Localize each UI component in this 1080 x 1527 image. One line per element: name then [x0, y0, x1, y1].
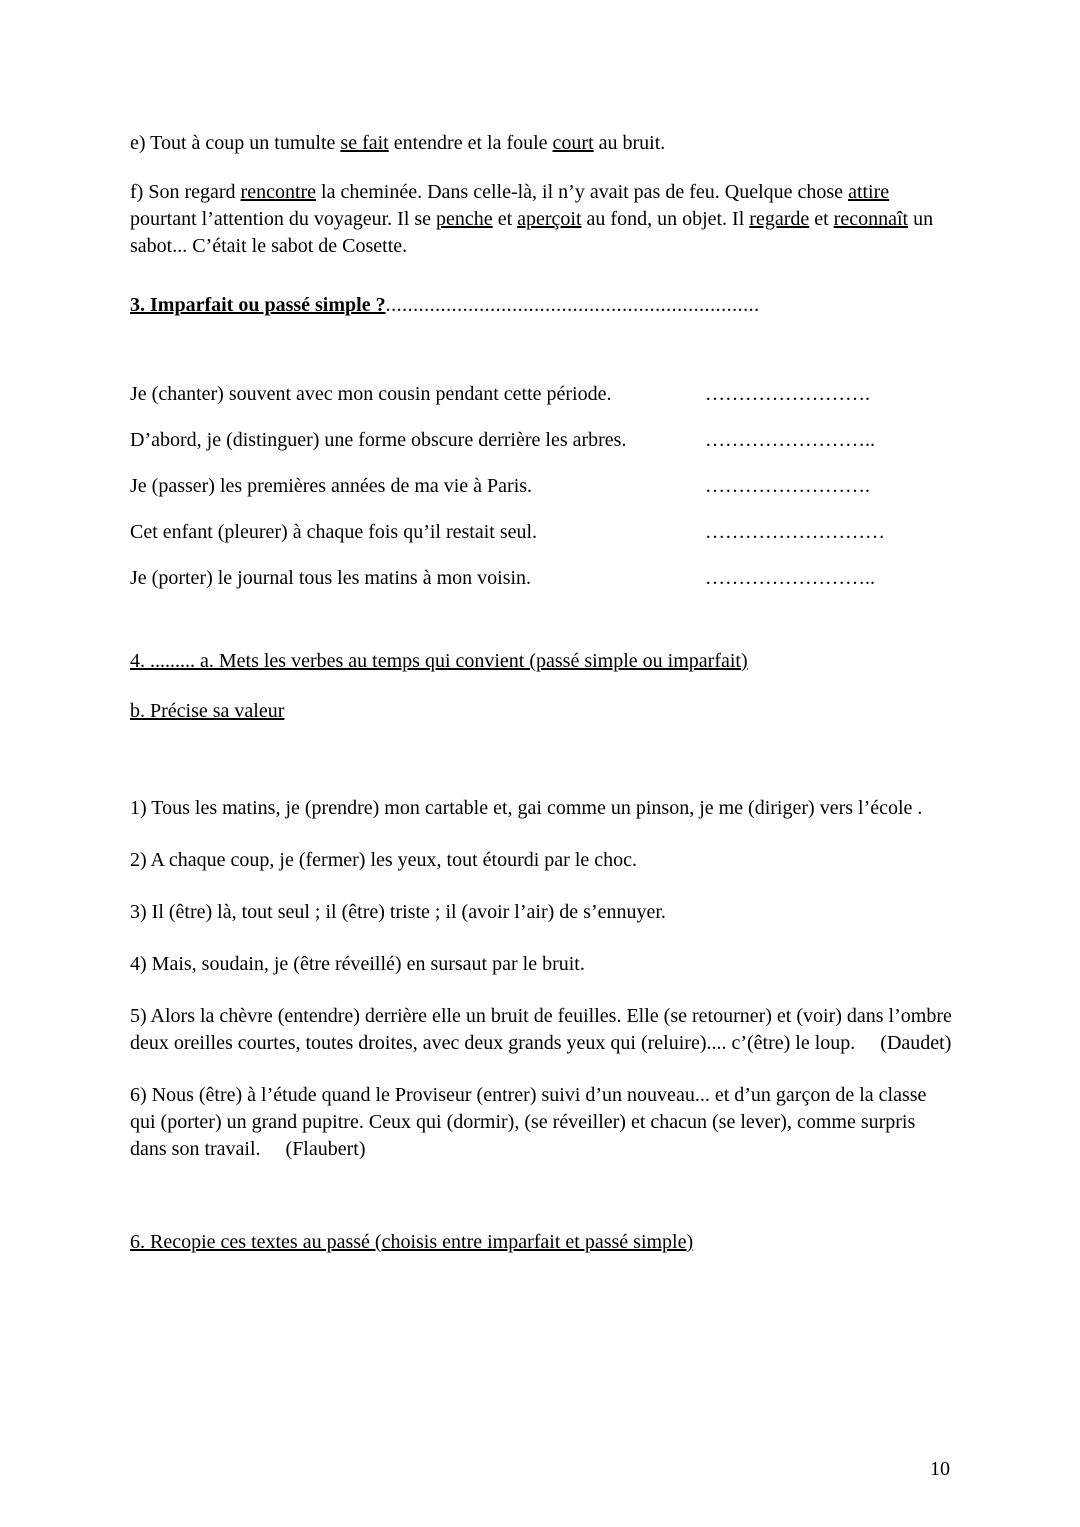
- page-number: 10: [930, 1458, 950, 1480]
- section-3-title: 3. Imparfait ou passé simple ?: [130, 294, 386, 316]
- exercise-4-item: 6) Nous (être) à l’étude quand le Proviseur (entrer) suivi d’un nouveau... et d’un garçon de la classe qui (porter) un grand pupitre. Ceux qui (dormir), (se réveiller) et chacun (se lever), comme surpris dans son travail. (Flaubert): [130, 1084, 932, 1160]
- exercise-4-item: 2) A chaque coup, je (fermer) les yeux, tout étourdi par le choc.: [130, 849, 638, 871]
- section-4-heading-b: [130, 698, 952, 725]
- exercise-sentence: Je (porter) le journal tous les matins à mon voisin.: [130, 567, 532, 589]
- paragraph-f: f) Son regard rencontre la cheminée. Dans celle-là, il n’y avait pas de feu. Quelque chose attire pourtant l’attention du voyageur. Il se penche et aperçoit au fond, un objet. Il regarde et reconnaît un sabot... C’était le sabot de Cosette.: [130, 181, 934, 257]
- exercise-4-item: 5) Alors la chèvre (entendre) derrière elle un bruit de feuilles. Elle (se retourner) et (voir) dans l’ombre deux oreilles courtes, toutes droites, avec deux grands yeux qui (reluire).... c’(être) le loup. (Daudet): [130, 1005, 957, 1054]
- answer-dots: ……………………..: [705, 567, 875, 589]
- exercise-4-list: [130, 795, 957, 1163]
- section-4-heading-a: [130, 648, 952, 675]
- answer-dots: ……………………..: [705, 429, 875, 451]
- exercise-4-item: 3) Il (être) là, tout seul ; il (être) triste ; il (avoir l’air) de s’ennuyer.: [130, 901, 666, 923]
- answer-dots: …………………….: [705, 475, 870, 497]
- exercise-row: [130, 383, 952, 406]
- section-6-heading-text: 6. Recopie ces textes au passé (choisis entre imparfait et passé simple): [130, 1231, 694, 1253]
- exercise-4-item: 1) Tous les matins, je (prendre) mon cartable et, gai comme un pinson, je me (diriger) vers l’école .: [130, 797, 923, 819]
- exercise-row: [130, 521, 952, 544]
- exercise-sentence: Cet enfant (pleurer) à chaque fois qu’il restait seul.: [130, 521, 538, 543]
- exercise-row: [130, 567, 952, 590]
- exercise-sentence: Je (passer) les premières années de ma vie à Paris.: [130, 475, 533, 497]
- section-4-heading-a-text: 4. ......... a. Mets les verbes au temps qui convient (passé simple ou imparfait): [130, 650, 748, 672]
- answer-dots: …………………….: [705, 383, 870, 405]
- exercise-row: [130, 429, 952, 452]
- section-3-heading: [130, 292, 952, 319]
- answer-dots: ………………………: [705, 521, 885, 543]
- exercise-sentence: D’abord, je (distinguer) une forme obscure derrière les arbres.: [130, 429, 627, 451]
- exercise-sentence: Je (chanter) souvent avec mon cousin pendant cette période.: [130, 383, 612, 405]
- section-4-heading-b-text: b. Précise sa valeur: [130, 700, 285, 722]
- exercise-row: [130, 475, 952, 498]
- dot-leader: ....................................................................: [385, 294, 760, 316]
- exercise-3-list: [130, 383, 952, 590]
- section-6-heading: [130, 1229, 952, 1256]
- paragraph-e: e) Tout à coup un tumulte se fait entendre et la foule court au bruit.: [130, 132, 666, 154]
- exercise-4-item: 4) Mais, soudain, je (être réveillé) en sursaut par le bruit.: [130, 953, 585, 975]
